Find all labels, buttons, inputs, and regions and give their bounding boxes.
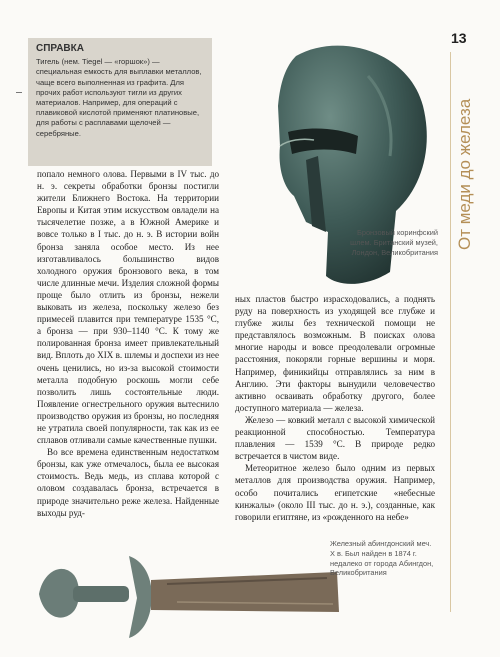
chapter-title-vertical <box>455 100 479 250</box>
left-paragraph-2: Во все времена единственным недостатком бронзы, как уже отмечалось, была ее высокая стоимость. Ведь медь, из сплава которой с оловом создавалась бронза, встречается в природе значительно реже железа. Найденные выходы руд- <box>37 447 219 518</box>
page-number: 13 <box>451 30 467 46</box>
margin-mark <box>16 92 22 93</box>
reference-box <box>28 38 212 166</box>
reference-box-title: СПРАВКА <box>36 43 84 54</box>
right-paragraph-2: Железо — ковкий металл с высокой химической реакционной способностью. Температура плавления — 1539 °С. В природе редко встречается в чистом виде. <box>235 414 435 462</box>
chapter-title: От меди до железа <box>455 98 474 250</box>
left-column <box>37 168 219 519</box>
sword-caption: Железный абингдонский меч. X в. Был найден в 1874 г. недалеко от города Абингдон, Великобритания <box>330 539 434 578</box>
right-paragraph-3: Метеоритное железо было одним из первых металлов для производства оружия. Например, особо почитались египетские «небесные кинжалы» (около III тыс. до н. э.), созданные, как говорили египтяне, из «рожденного на небе» <box>235 463 435 522</box>
helmet-caption: Бронзовый коринфский шлем. Британский музей, Лондон, Великобритания <box>350 228 438 257</box>
side-rule <box>450 52 451 612</box>
right-paragraph-1: ных пластов быстро израсходовались, а поднять руду на поверхность из уходящей все глубже и глубже жилы без технической помощи не представлялось возможным. В поисках олова многие народы и вовсе преодолевали огромные расстояния, покоряли горные вершины и моря. Например, финикийцы отправлялись за ним в Англию. Эти факторы вынудили человечество активно осваивать обработку другого, более доступного материала — железа. <box>235 294 435 413</box>
right-column <box>235 293 435 523</box>
reference-box-text: Тигель (нем. Tiegel — «горшок») — специальная емкость для выплавки металлов, чаще всего выполненная из графита. Для прочих работ используют тигли из других материалов. Например, для операций с плавиковой кислотой применяют платиновые, для работы с расплавами щелочей — серебряные. <box>36 57 202 138</box>
abingdon-sword-image <box>37 534 341 646</box>
left-paragraph-1: попало немного олова. Первыми в IV тыс. до н. э. секреты обработки бронзы постигли жители Ближнего Востока. На территории Европы и Китая этим искусством овладели на тысячелетие позже, а в Южной Америке и вовсе только в I тыс. до н. э. В истории войн бронза заняла особое место. Из нее изготавливалось большинство видов холодного оружия бронзового века, в том числе длинные мечи. Изделия сложной формы проще было отлить из бронзы, нежели выковать из железа, поскольку железо без примесей плавится при температуре 1535 °С, а бронза — при 930–1140 °С. К тому же полированная бронза имеет привлекательный вид. Вплоть до XIX в. шлемы и доспехи из нее очень ценились, но из-за высокой стоимости металла подобную роскошь могли себе позволить лишь состоятельные люди. Появление огнестрельного оружия вытеснило производство оружия из бронзы, но последняя не утратила своей популярности, так как из ее сплавов отливали самые качественные пушки. <box>37 169 219 446</box>
